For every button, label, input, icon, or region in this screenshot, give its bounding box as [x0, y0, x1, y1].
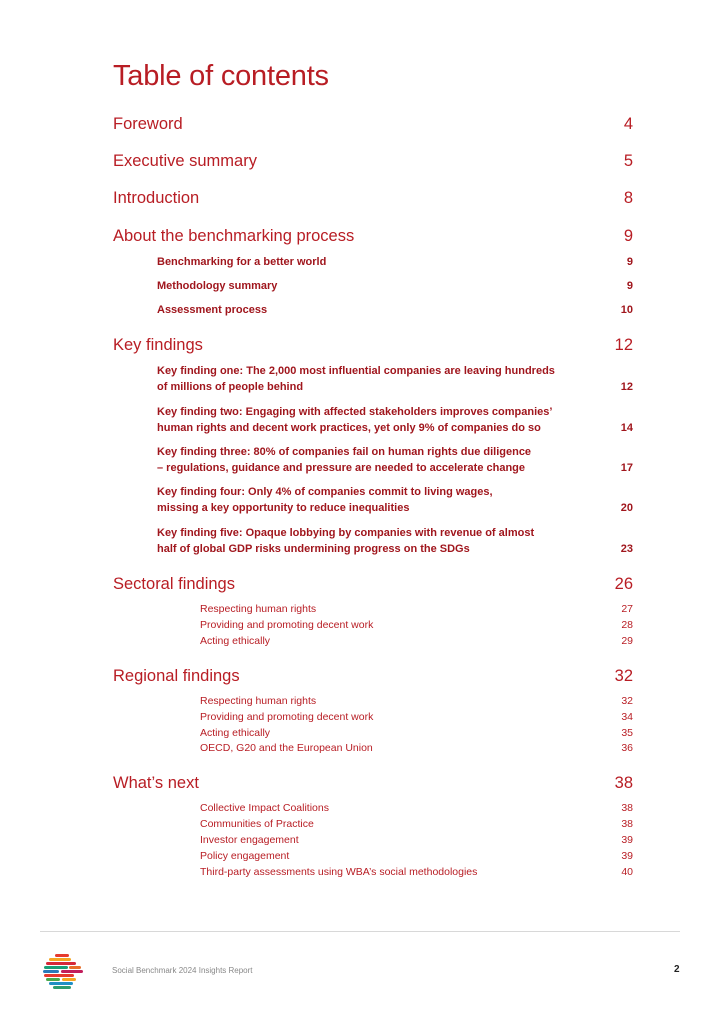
toc-label: Respecting human rights — [200, 603, 317, 615]
footer-report-title: Social Benchmark 2024 Insights Report — [112, 966, 253, 975]
wba-logo-icon — [43, 953, 83, 993]
toc-page: 29 — [621, 635, 633, 647]
toc-page: 39 — [621, 850, 633, 862]
toc-label-line1: Key finding five: Opaque lobbying by companies with revenue of almost — [157, 527, 535, 539]
toc-subentry[interactable] — [200, 618, 633, 633]
toc-subentry[interactable] — [157, 278, 633, 294]
toc-subentry[interactable] — [200, 634, 633, 649]
toc-label-line1: Key finding one: The 2,000 most influential companies are leaving hundreds — [157, 365, 555, 377]
toc-page: 8 — [623, 189, 633, 207]
toc-label: Communities of Practice — [200, 818, 314, 830]
toc-page: 27 — [621, 603, 633, 615]
toc-label: Policy engagement — [200, 850, 290, 862]
toc-page: 20 — [620, 502, 633, 514]
toc-subentry[interactable] — [200, 833, 633, 848]
toc-label: Regional findings — [113, 667, 240, 685]
toc-label-line1: Key finding three: 80% of companies fail on human rights due diligence — [157, 446, 532, 458]
toc-entry-foreword[interactable] — [113, 115, 633, 134]
footer-page-number: 2 — [674, 964, 680, 975]
toc-entry-about[interactable] — [113, 227, 633, 246]
toc-label: Third-party assessments using WBA’s social methodologies — [200, 866, 478, 878]
toc-label: Benchmarking for a better world — [157, 256, 327, 268]
toc-subentry-key-finding[interactable] — [157, 444, 633, 476]
toc-subentry-key-finding[interactable] — [157, 525, 633, 557]
toc-subentry[interactable] — [157, 254, 633, 270]
toc-label: Acting ethically — [200, 635, 271, 647]
toc-subentry[interactable] — [200, 741, 633, 756]
toc-label: Investor engagement — [200, 834, 299, 846]
toc-subentry-key-finding[interactable] — [157, 404, 633, 436]
toc-entry-executive-summary[interactable] — [113, 152, 633, 171]
toc-page: 35 — [621, 727, 633, 739]
toc-label-line1: Key finding four: Only 4% of companies commit to living wages, — [157, 486, 493, 498]
toc-subentry[interactable] — [200, 849, 633, 864]
toc-entry-key-findings[interactable] — [113, 336, 633, 355]
page-title: Table of contents — [113, 60, 329, 92]
toc-page: 12 — [614, 336, 633, 354]
toc-label: Providing and promoting decent work — [200, 619, 374, 631]
toc-label: OECD, G20 and the European Union — [200, 742, 373, 754]
toc-label-line2: of millions of people behind — [157, 381, 304, 393]
toc-label: Respecting human rights — [200, 695, 317, 707]
toc-subentry[interactable] — [200, 602, 633, 617]
toc-label: What’s next — [113, 774, 199, 792]
toc-subentry[interactable] — [200, 865, 633, 880]
toc-page: 28 — [621, 619, 633, 631]
toc-label: Executive summary — [113, 152, 257, 170]
toc-page: 9 — [626, 280, 633, 292]
toc-subentry[interactable] — [200, 694, 633, 709]
toc-page: 12 — [620, 381, 633, 393]
toc-page: 23 — [620, 543, 633, 555]
toc-entry-sectoral-findings[interactable] — [113, 575, 633, 594]
toc-label: Assessment process — [157, 304, 268, 316]
toc-entry-introduction[interactable] — [113, 189, 633, 208]
toc-page: 38 — [621, 818, 633, 830]
toc-label: Methodology summary — [157, 280, 278, 292]
toc-page: 17 — [620, 462, 633, 474]
toc-page: 26 — [614, 575, 633, 593]
toc-entry-whats-next[interactable] — [113, 774, 633, 793]
toc-page: 36 — [621, 742, 633, 754]
toc-subentry[interactable] — [157, 302, 633, 318]
toc-subentry[interactable] — [200, 801, 633, 816]
toc-page: 38 — [621, 802, 633, 814]
toc-page: 4 — [623, 115, 633, 133]
footer-divider — [40, 931, 680, 932]
toc-label: Collective Impact Coalitions — [200, 802, 329, 814]
toc-page: 34 — [621, 711, 633, 723]
toc-page: 14 — [620, 422, 633, 434]
toc-label: Sectoral findings — [113, 575, 235, 593]
toc-page: 32 — [614, 667, 633, 685]
toc-label-line2: missing a key opportunity to reduce inequalities — [157, 502, 410, 514]
toc-label-line1: Key finding two: Engaging with affected stakeholders improves companies’ — [157, 406, 553, 418]
toc-label: Introduction — [113, 189, 200, 207]
toc-label: Acting ethically — [200, 727, 271, 739]
toc-subentry-key-finding[interactable] — [157, 363, 633, 395]
toc-label-line2: human rights and decent work practices, yet only 9% of companies do so — [157, 422, 541, 434]
toc-page: 39 — [621, 834, 633, 846]
toc-page: 32 — [621, 695, 633, 707]
toc-subentry[interactable] — [200, 710, 633, 725]
toc-subentry-key-finding[interactable] — [157, 484, 633, 516]
toc-label-line2: half of global GDP risks undermining progress on the SDGs — [157, 543, 470, 555]
toc-label: Providing and promoting decent work — [200, 711, 374, 723]
toc-page: 38 — [614, 774, 633, 792]
toc-entry-regional-findings[interactable] — [113, 667, 633, 686]
toc-label: Foreword — [113, 115, 183, 133]
toc-page: 9 — [623, 227, 633, 245]
toc-page: 9 — [626, 256, 633, 268]
toc-label-line2: – regulations, guidance and pressure are needed to accelerate change — [157, 462, 526, 474]
toc-page: 40 — [621, 866, 633, 878]
toc-label: Key findings — [113, 336, 203, 354]
toc-subentry[interactable] — [200, 726, 633, 741]
toc-label: About the benchmarking process — [113, 227, 355, 245]
toc-page: 5 — [623, 152, 633, 170]
toc-page: 10 — [620, 304, 633, 316]
toc-subentry[interactable] — [200, 817, 633, 832]
